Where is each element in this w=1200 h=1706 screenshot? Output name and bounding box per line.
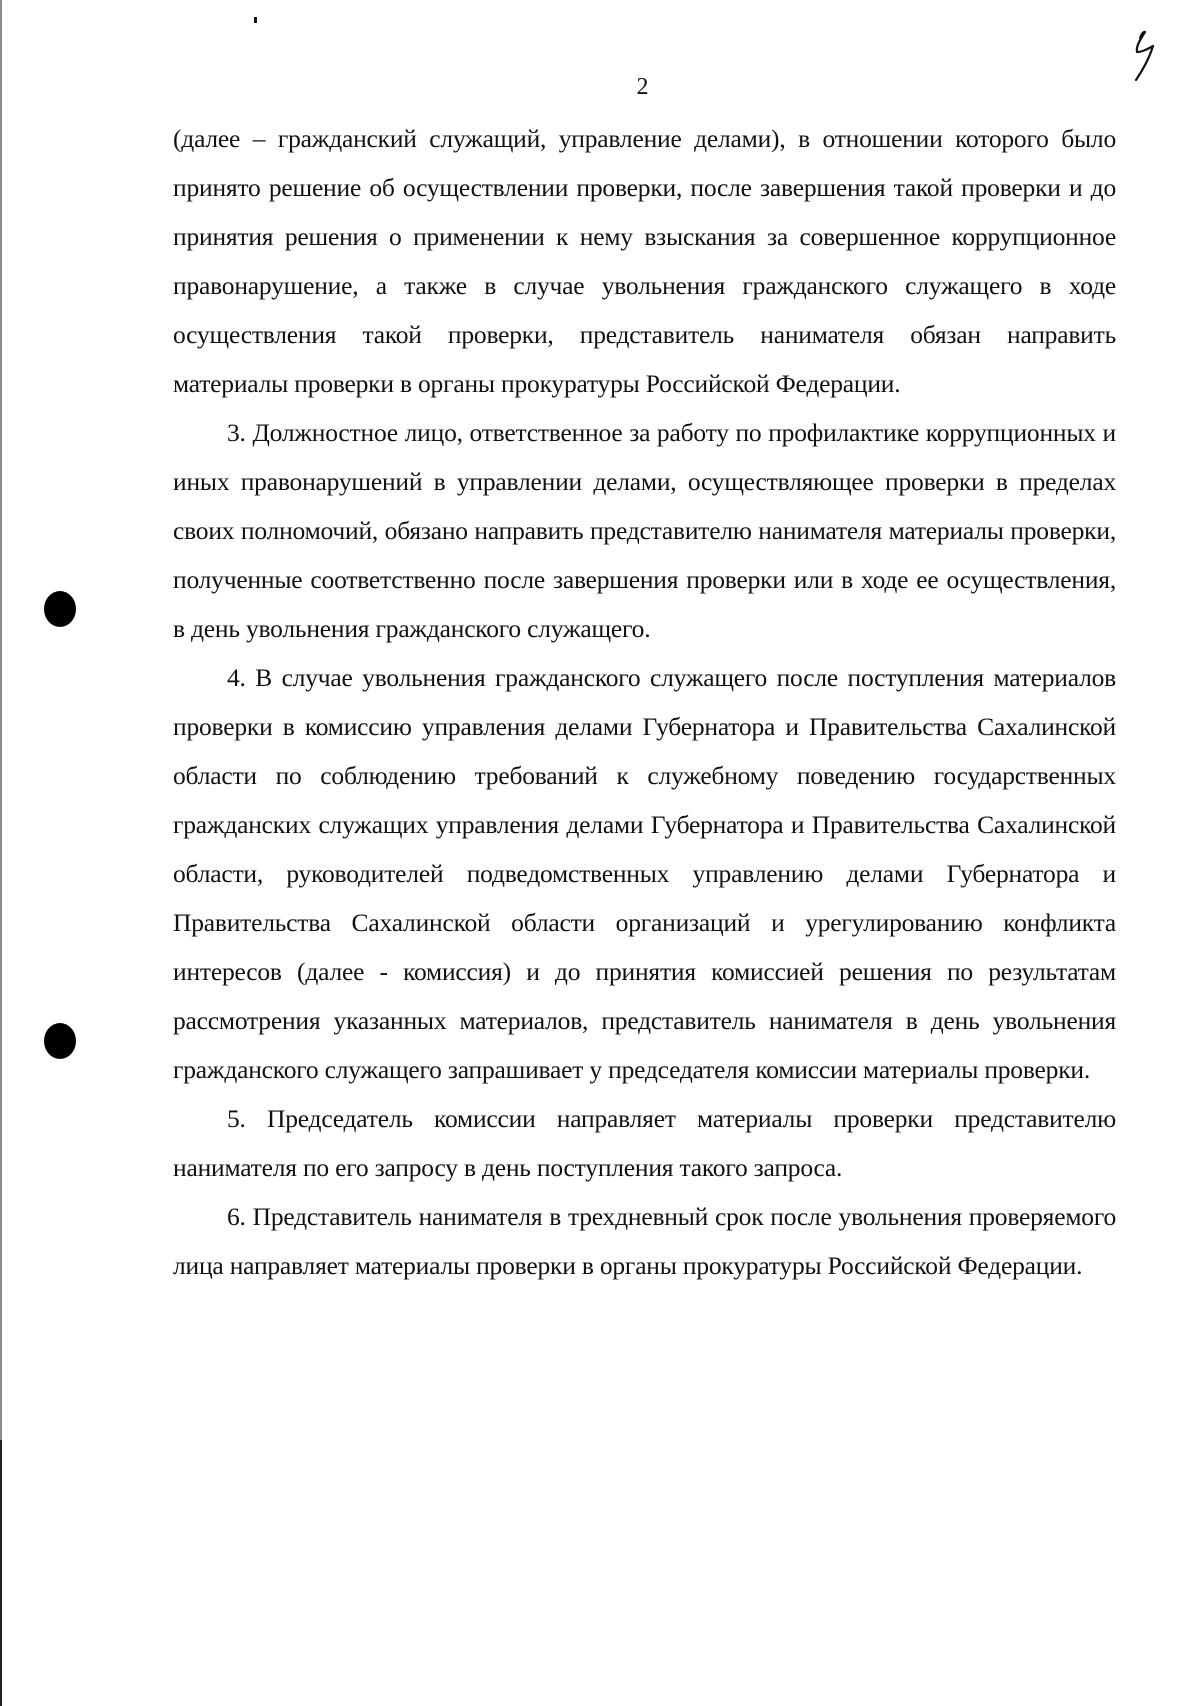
document-body	[173, 114, 1116, 1290]
paragraph-item-4: 4. В случае увольнения гражданского служащего после поступления материалов проверки в комиссию управления делами Губернатора и Правительства Сахалинской области по соблюдению требований к служебному поведению государственных гражданских служащих управления делами Губернатора и Правительства Сахалинской области, руководителей подведомственных управлению делами Губернатора и Правительства Сахалинской области организаций и урегулированию конфликта интересов (далее - комиссия) и до принятия комиссией решения по результатам рассмотрения указанных материалов, представитель нанимателя в день увольнения гражданского служащего запрашивает у председателя комиссии материалы проверки.	[173, 663, 1116, 1084]
punch-hole-icon	[44, 1023, 76, 1059]
paragraph-item-5: 5. Председатель комиссии направляет материалы проверки представителю нанимателя по его запросу в день поступления такого запроса.	[173, 1104, 1116, 1182]
page-number: 2	[636, 74, 649, 100]
paragraph-item-3: 3. Должностное лицо, ответственное за работу по профилактике коррупционных и иных правонарушений в управлении делами, осуществляющее проверки в пределах своих полномочий, обязано направить представителю нанимателя материалы проверки, полученные соответственно после завершения проверки или в ходе ее осуществления, в день увольнения гражданского служащего.	[173, 418, 1116, 643]
paragraph-item-6: 6. Представитель нанимателя в трехдневный срок после увольнения проверяемого лица направляет материалы проверки в органы прокуратуры Российской Федерации.	[173, 1202, 1116, 1280]
punch-hole-icon	[44, 591, 76, 627]
paragraph-continuation: (далее – гражданский служащий, управление делами), в отношении которого было принято решение об осуществлении проверки, после завершения такой проверки и до принятия решения о применении к нему взыскания за совершенное коррупционное правонарушение, а также в случае увольнения гражданского служащего в ходе осуществления такой проверки, представитель нанимателя обязан направить материалы проверки в органы прокуратуры Российской Федерации.	[173, 124, 1116, 398]
scan-left-edge-shadow	[0, 1440, 2, 1706]
scan-speck	[254, 17, 257, 23]
